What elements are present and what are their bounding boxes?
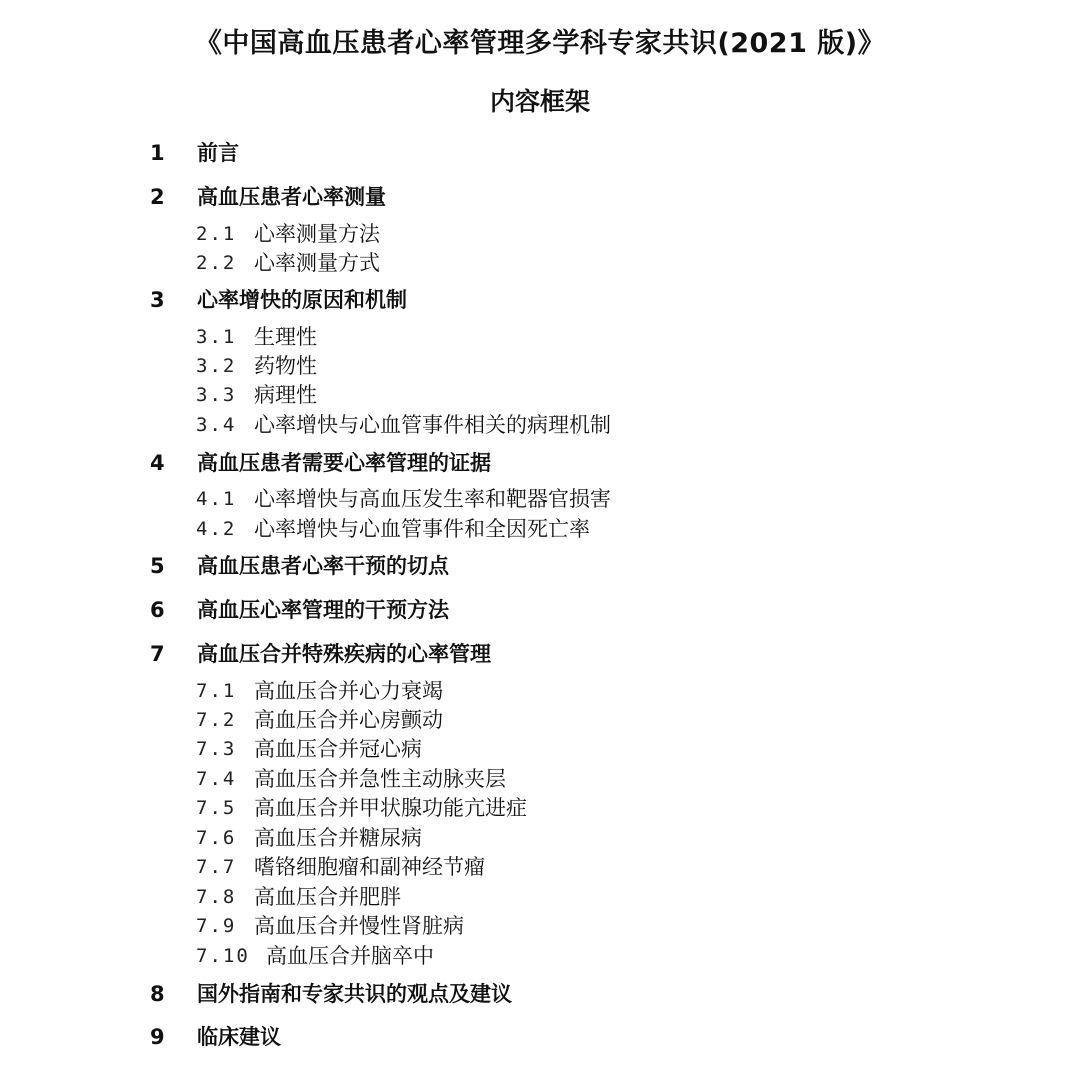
chapter-title: 高血压合并特殊疾病的心率管理 — [197, 642, 491, 666]
section-number: 2.1 — [196, 223, 237, 245]
chapter-number: 2 — [150, 185, 165, 209]
chapter-number: 1 — [150, 141, 165, 165]
section-number: 7.6 — [196, 827, 237, 849]
section-title: 高血压合并慢性肾脏病 — [254, 914, 464, 938]
chapter-title: 国外指南和专家共识的观点及建议 — [197, 982, 512, 1006]
section-title: 高血压合并甲状腺功能亢进症 — [254, 796, 527, 820]
section-number: 7.2 — [196, 709, 237, 731]
section-title: 心率增快与心血管事件和全因死亡率 — [254, 517, 590, 541]
section-number: 3.3 — [196, 384, 237, 406]
section-number: 7.3 — [196, 738, 237, 760]
section-title: 心率增快与心血管事件相关的病理机制 — [254, 413, 611, 437]
chapter-title: 高血压患者心率测量 — [197, 185, 386, 209]
section-title: 生理性 — [254, 325, 317, 349]
section-title: 高血压合并急性主动脉夹层 — [254, 767, 506, 791]
chapter-number: 8 — [150, 982, 165, 1006]
document-title: 《中国高血压患者心率管理多学科专家共识(2021 版)》 — [194, 28, 886, 59]
section-number: 4.2 — [196, 518, 237, 540]
section-title: 心率增快与高血压发生率和靶器官损害 — [254, 487, 611, 511]
section-title: 药物性 — [254, 354, 317, 378]
chapter-number: 6 — [150, 598, 165, 622]
chapter-title: 高血压心率管理的干预方法 — [197, 598, 449, 622]
section-number: 3.2 — [196, 355, 237, 377]
chapter-number: 9 — [150, 1025, 165, 1049]
section-title: 高血压合并心力衰竭 — [254, 679, 443, 703]
section-number: 7.8 — [196, 886, 237, 908]
toc-heading: 内容框架 — [489, 87, 590, 116]
chapter-title: 临床建议 — [197, 1025, 281, 1049]
section-number: 7.10 — [196, 945, 250, 967]
section-number: 3.4 — [196, 414, 237, 436]
section-title: 病理性 — [254, 383, 317, 407]
section-title: 嗜铬细胞瘤和副神经节瘤 — [254, 855, 485, 879]
section-title: 心率测量方法 — [254, 222, 380, 246]
section-title: 高血压合并糖尿病 — [254, 826, 422, 850]
section-title: 高血压合并脑卒中 — [266, 944, 434, 968]
section-number: 4.1 — [196, 488, 237, 510]
chapter-title: 高血压患者心率干预的切点 — [197, 554, 449, 578]
section-title: 心率测量方式 — [254, 251, 380, 275]
chapter-number: 5 — [150, 554, 165, 578]
section-number: 7.9 — [196, 915, 237, 937]
section-number: 7.4 — [196, 768, 237, 790]
chapter-title: 心率增快的原因和机制 — [197, 288, 407, 312]
section-title: 高血压合并肥胖 — [254, 885, 401, 909]
section-number: 7.7 — [196, 856, 237, 878]
chapter-number: 3 — [150, 288, 165, 312]
chapter-title: 高血压患者需要心率管理的证据 — [197, 451, 491, 475]
section-title: 高血压合并冠心病 — [254, 737, 422, 761]
section-number: 2.2 — [196, 252, 237, 274]
section-number: 3.1 — [196, 326, 237, 348]
chapter-number: 4 — [150, 451, 165, 475]
section-number: 7.5 — [196, 797, 237, 819]
chapter-number: 7 — [150, 642, 165, 666]
section-number: 7.1 — [196, 680, 237, 702]
chapter-title: 前言 — [197, 141, 239, 165]
section-title: 高血压合并心房颤动 — [254, 708, 443, 732]
